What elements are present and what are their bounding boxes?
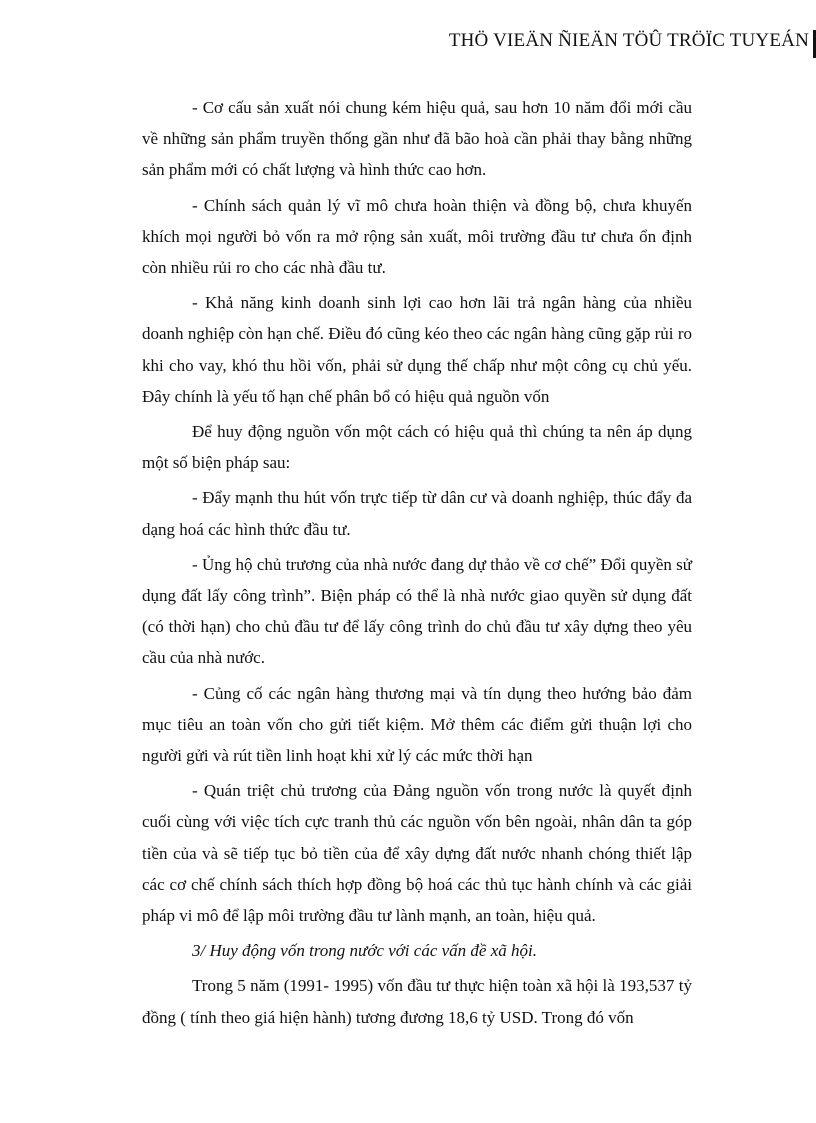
section-heading: 3/ Huy động vốn trong nước với các vấn đề xã hội. xyxy=(192,941,537,961)
paragraph-land-rights: - Ủng hộ chủ trương của nhà nước đang dự thảo về cơ chế” Đổi quyền sử dụng đất lấy công trình”. Biện pháp có thể là nhà nước giao quyền sử dụng đất (có thời hạn) cho chủ đầu tư để lấy công trình do chủ đầu tư xây dựng theo yêu cầu của nhà nước. xyxy=(142,554,692,668)
paragraph-banks: - Củng cố các ngân hàng thương mại và tín dụng theo hướng bảo đảm mục tiêu an toàn vốn cho gửi tiết kiệm. Mở thêm các điểm gửi thuận lợi cho người gửi và rút tiền linh hoạt khi xử lý các mức thời hạn xyxy=(142,683,692,766)
paragraph-production-structure: - Cơ cấu sản xuất nói chung kém hiệu quả, sau hơn 10 năm đổi mới cầu về những sản phẩm truyền thống gần như đã bão hoà cần phải thay bằng những sản phẩm mới có chất lượng và hình thức cao hơn. xyxy=(142,98,692,180)
page-header: THÖ VIEÄN ÑIEÄN TÖÛ TRÖÏC TUYEÁN xyxy=(449,30,816,58)
paragraph-measures-intro: Để huy động nguồn vốn một cách có hiệu quả thì chúng ta nên áp dụng một số biện pháp sau: xyxy=(142,422,692,473)
paragraph-business-capacity: - Khả năng kinh doanh sinh lợi cao hơn lãi trả ngân hàng của nhiều doanh nghiệp còn hạn chế. Điều đó cũng kéo theo các ngân hàng cũng gặp rủi ro khi cho vay, khó thu hồi vốn, phải sử dụng thế chấp như một công cụ chủ yếu. Đây chính là yếu tố hạn chế phân bổ có hiệu quả nguồn vốn xyxy=(142,293,692,406)
paragraph-macro-policy: - Chính sách quản lý vĩ mô chưa hoàn thiện và đồng bộ, chưa khuyến khích mọi người bỏ vốn ra mở rộng sản xuất, môi trường đầu tư chưa ổn định còn nhiều rủi ro cho các nhà đầu tư. xyxy=(142,195,692,278)
document-body xyxy=(142,92,692,1037)
paragraph-investment-figures: Trong 5 năm (1991- 1995) vốn đầu tư thực hiện toàn xã hội là 193,537 tỷ đồng ( tính theo giá hiện hành) tương đương 18,6 tỷ USD. Trong đó vốn xyxy=(142,976,692,1027)
paragraph-attract-capital: - Đẩy mạnh thu hút vốn trực tiếp từ dân cư và doanh nghiệp, thúc đẩy đa dạng hoá các hình thức đầu tư. xyxy=(142,488,692,539)
paragraph-party-policy: - Quán triệt chủ trương của Đảng nguồn vốn trong nước là quyết định cuối cùng với việc tích cực tranh thủ các nguồn vốn bên ngoài, nhân dân ta góp tiền của và sẽ tiếp tục bỏ tiền của để xây dựng đất nước nhanh chóng thiết lập các cơ chế chính sách thích hợp đồng bộ hoá các thủ tục hành chính và các giải pháp vi mô để lập môi trường đầu tư lành mạnh, an toàn, hiệu quả. xyxy=(142,781,692,926)
